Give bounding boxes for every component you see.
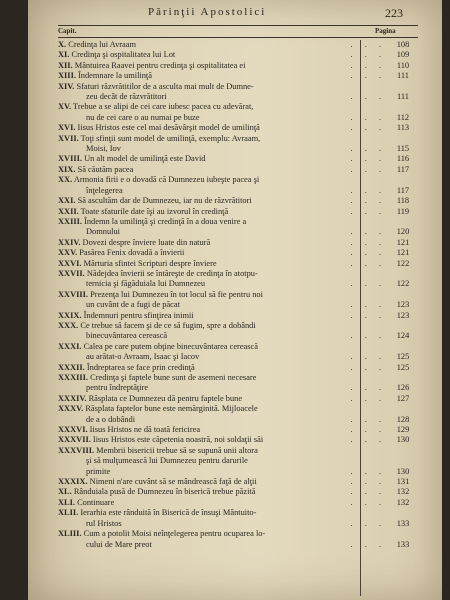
chapter-title: Ierarhia este rânduită în Biserică de însuşi Mântuito- [78, 508, 257, 518]
chapter-title-continuation: înţelegerea [86, 185, 123, 195]
toc-entry-title [58, 342, 422, 352]
toc-entry-title [58, 217, 422, 227]
chapter-number: XIV. [58, 81, 75, 91]
toc-page-number: 108 [396, 40, 410, 49]
toc-entry-title [58, 508, 422, 518]
toc-entry [58, 529, 422, 550]
chapter-title: Cum a potolit Moisi neînţelegerea pentru ocuparea lo- [81, 529, 266, 539]
chapter-title: Îndemnuri pentru sfinţirea inimii [81, 310, 194, 320]
chapter-title: Armonia firii e o dovadă că Dumnezeu iubeşte pacea şi [72, 175, 260, 185]
chapter-title-continuation: cului de Mare preot [86, 539, 152, 549]
toc-entry-title [58, 290, 422, 300]
chapter-title: Membrii bisericii trebue să se supună unii altora [94, 445, 258, 455]
toc-entry-title [58, 134, 422, 144]
toc-page-number: 129 [396, 425, 410, 435]
toc-entry [58, 165, 422, 175]
toc-entry-title [58, 269, 422, 279]
toc-entry [58, 342, 422, 363]
chapter-title-continuation: au arătat-o Avraam, Isaac şi Iacov [86, 352, 200, 362]
toc-page-number: 131 [396, 477, 410, 487]
chapter-title: Mântuirea Raavei pentru credinţa şi ospitalitatea ei [72, 60, 246, 70]
chapter-number: XVII. [58, 133, 79, 143]
chapter-title: Toate sfaturile date îşi au izvorul în credinţă [78, 206, 229, 216]
dot-leader: . . . [350, 60, 386, 70]
toc-page-number: 117 [396, 164, 410, 174]
toc-entry-title [58, 404, 422, 414]
chapter-number: XI. [58, 50, 70, 60]
dot-leader: . . . [350, 196, 386, 206]
chapter-title: Dovezi despre înviere luate din natură [80, 237, 211, 247]
toc-page-number: 133 [396, 539, 410, 549]
toc-page-number: 117 [396, 185, 410, 195]
dot-leader: . . . [350, 123, 386, 133]
toc-entry [58, 311, 422, 321]
toc-entry [58, 238, 422, 248]
toc-entry [58, 425, 422, 435]
toc-page-number: 133 [396, 518, 410, 528]
chapter-title-continuation: şi să mulţumească lui Dumnezeu pentru darurile [86, 456, 248, 466]
toc-entry [58, 404, 422, 425]
toc-page-number: 132 [396, 487, 410, 497]
dot-leader: . . . [350, 206, 386, 216]
chapter-number: XV. [58, 102, 72, 112]
toc-entry [58, 259, 422, 269]
chapter-number: XL. [58, 487, 72, 497]
toc-entry-title [58, 373, 422, 383]
chapter-number: XXXVI. [58, 425, 88, 435]
toc-entry [58, 123, 422, 133]
chapter-number: XLII. [58, 508, 79, 518]
chapter-title: Pasărea Fenix dovadă a învierii [77, 248, 185, 258]
toc-page-number: 123 [396, 300, 410, 310]
toc-entry [58, 61, 422, 71]
toc-page-number: 128 [396, 414, 410, 424]
dot-leader: . . . [350, 518, 386, 528]
toc-entry [58, 394, 422, 404]
toc-entry [58, 50, 422, 60]
toc-page-number: 110 [396, 60, 410, 70]
chapter-number: XXIII. [58, 216, 82, 226]
chapter-title: Credinţa lui Avraam [66, 40, 137, 49]
dot-leader: . . . [350, 185, 386, 195]
chapter-title-continuation: rul Hristos [86, 518, 122, 528]
toc-page-number: 123 [396, 310, 410, 320]
toc-entry [58, 71, 422, 81]
chapter-title-continuation: binecuvântarea cerească [86, 331, 168, 341]
dot-leader: . . . [350, 71, 386, 81]
toc-page-number: 116 [396, 154, 410, 164]
chapter-title-continuation: Moisi, Iov [86, 144, 121, 154]
chapter-title: Ce trebue să facem şi de ce să fugim, spre a dobândi [78, 320, 256, 330]
dot-leader: . . . [350, 92, 386, 102]
chapter-number: XXXV. [58, 404, 84, 414]
chapter-title-continuation: ternicia şi făgăduiala lui Dumnezeu [86, 279, 206, 289]
chapter-title: Răsplata ce Dumnezeu dă pentru faptele bune [86, 393, 243, 403]
chapter-title: Rânduiala pusă de Dumnezeu în biserică trebue păzită [71, 487, 256, 497]
chapter-number: XXII. [58, 206, 79, 216]
chapter-title-continuation: Domnului [86, 227, 120, 237]
chapter-title: Un alt model de umilinţă este David [81, 154, 206, 164]
dot-leader: . . . [350, 497, 386, 507]
dot-leader: . . . [350, 40, 386, 49]
chapter-title-continuation: nu de cei care o au numai pe buze [86, 112, 200, 122]
chapter-number: XXV. [58, 248, 78, 258]
toc-entry [58, 40, 422, 50]
dot-leader: . . . [350, 50, 386, 60]
chapter-title-continuation: primite [86, 466, 111, 476]
toc-entry-title [58, 446, 422, 456]
chapter-number: XX. [58, 175, 73, 185]
chapter-number: XXXVII. [58, 435, 91, 445]
toc-entry [58, 290, 422, 311]
dot-leader: . . . [350, 487, 386, 497]
toc-page-number: 127 [396, 393, 410, 403]
chapter-number: XXI. [58, 196, 76, 206]
chapter-title: Răsplata faptelor bune este nemărginită. Mijloacele [83, 404, 258, 414]
column-header-chapter: Capit. [58, 27, 77, 35]
toc-page-number: 118 [396, 196, 410, 206]
chapter-number: XIX. [58, 164, 76, 174]
chapter-title: Iisus Hristos ne dă toată fericirea [87, 425, 201, 435]
toc-entry [58, 269, 422, 290]
toc-page-number: 121 [396, 237, 410, 247]
toc-entry [58, 508, 422, 529]
chapter-title: Credinţa şi faptele bune sunt de asemeni necesare [88, 373, 257, 382]
dot-leader: . . . [350, 383, 386, 393]
header-rule [58, 25, 418, 26]
dot-leader: . . . [350, 112, 386, 122]
dot-leader: . . . [350, 227, 386, 237]
chapter-number: XVIII. [58, 154, 82, 164]
dot-leader: . . . [350, 435, 386, 445]
toc-entry [58, 363, 422, 373]
toc-page-number: 112 [396, 112, 410, 122]
chapter-number: XXXII. [58, 362, 85, 372]
chapter-number: XXXIII. [58, 373, 89, 382]
toc-page-number: 113 [396, 123, 410, 133]
chapter-number: XXX. [58, 320, 79, 330]
toc-page-number: 125 [396, 352, 410, 362]
dot-leader: . . . [350, 258, 386, 268]
chapter-title-continuation: pentru îndreptăţire [86, 383, 149, 393]
toc-entry-title [58, 175, 422, 185]
chapter-title: Credinţa şi ospitalitatea lui Lot [69, 50, 176, 60]
dot-leader: . . . [350, 300, 386, 310]
chapter-number: XXXI. [58, 341, 82, 351]
dot-leader: . . . [350, 352, 386, 362]
chapter-title: Nădejdea învierii se întăreşte de credinţa în atotpu- [84, 268, 258, 278]
chapter-title: Nimeni n'are cuvânt să se mândrească faţă de alţii [87, 477, 257, 487]
dot-leader: . . . [350, 477, 386, 487]
chapter-title: Trebue a se alipi de cei care iubesc pacea cu adevărat, [71, 102, 254, 112]
toc-page-number: 119 [396, 206, 410, 216]
toc-page-number: 122 [396, 279, 410, 289]
chapter-title: Calea pe care putem obţine binecuvântarea cerească [81, 341, 258, 351]
toc-entry [58, 487, 422, 497]
chapter-number: XII. [58, 60, 73, 70]
toc-page-number: 122 [396, 258, 410, 268]
toc-entry [58, 373, 422, 394]
toc-entry-title [58, 529, 422, 539]
chapter-title-continuation: zeu decât de răzvrătitori [86, 92, 167, 102]
toc-entry-title [58, 102, 422, 112]
chapter-number: XIII. [58, 71, 76, 81]
chapter-title: Îndreptarea se face prin credinţă [84, 362, 195, 372]
chapter-number: X. [58, 40, 67, 49]
dot-leader: . . . [350, 237, 386, 247]
toc-entry [58, 196, 422, 206]
chapter-title: Continuare [75, 497, 115, 507]
chapter-title: Să ascultăm dar de Dumnezeu, iar nu de răzvrătitori [75, 196, 252, 206]
chapter-title: Iisus Hristos este căpetenia noastră, noi soldaţii săi [90, 435, 264, 445]
toc-page-number: 120 [396, 227, 410, 237]
toc-page-number: 130 [396, 466, 410, 476]
toc-page-number: 121 [396, 248, 410, 258]
running-header [28, 6, 442, 24]
toc-entry [58, 498, 422, 508]
toc-entry [58, 477, 422, 487]
dot-leader: . . . [350, 331, 386, 341]
table-of-contents [58, 40, 422, 550]
toc-page-number: 126 [396, 383, 410, 393]
toc-page-number: 130 [396, 435, 410, 445]
dot-leader: . . . [350, 362, 386, 372]
dot-leader: . . . [350, 164, 386, 174]
toc-entry [58, 321, 422, 342]
chapter-number: XLI. [58, 497, 75, 507]
chapter-number: XXXIV. [58, 393, 87, 403]
chapter-title: Mărturia sfintei Scripturi despre înviere [81, 258, 217, 268]
dot-leader: . . . [350, 539, 386, 549]
toc-entry [58, 102, 422, 123]
running-header-title: Părinţii Apostolici [148, 6, 267, 18]
toc-page-number: 115 [396, 144, 410, 154]
chapter-title: Sfaturi răzvrătitilor de a asculta mai mult de Dumne- [74, 81, 254, 91]
book-page [28, 0, 442, 600]
toc-entry-title [58, 82, 422, 92]
chapter-title-continuation: un cuvânt de a fugi de păcat [86, 300, 180, 310]
toc-entry [58, 134, 422, 155]
chapter-number: XXVII. [58, 268, 85, 278]
page-number: 223 [385, 6, 403, 20]
dot-leader: . . . [350, 144, 386, 154]
chapter-number: XXIX. [58, 310, 82, 320]
chapter-title: Să căutăm pacea [75, 164, 134, 174]
column-header-page: Pagina [375, 27, 396, 35]
chapter-number: XXXIX. [58, 477, 88, 487]
column-header-rule [58, 37, 418, 38]
chapter-title: Toţi sfinţii sunt model de umilinţă, exemplu: Avraam, [78, 133, 261, 143]
toc-entry [58, 82, 422, 103]
dot-leader: . . . [350, 310, 386, 320]
chapter-title-continuation: de a o dobândi [86, 414, 136, 424]
chapter-number: XLIII. [58, 529, 82, 539]
toc-page-number: 125 [396, 362, 410, 372]
dot-leader: . . . [350, 414, 386, 424]
chapter-number: XXVI. [58, 258, 82, 268]
toc-entry [58, 248, 422, 258]
toc-page-number: 124 [396, 331, 410, 341]
dot-leader: . . . [350, 279, 386, 289]
toc-page-number: 132 [396, 497, 410, 507]
toc-entry [58, 175, 422, 196]
dot-leader: . . . [350, 466, 386, 476]
toc-entry [58, 207, 422, 217]
chapter-title: Prezenţa lui Dumnezeu în tot locul să fie pentru noi [88, 289, 263, 299]
toc-entry [58, 154, 422, 164]
toc-entry [58, 446, 422, 477]
chapter-number: XXVIII. [58, 289, 89, 299]
dot-leader: . . . [350, 248, 386, 258]
chapter-title: Iisus Hristos este cel mai desăvârşit model de umilinţă [75, 123, 260, 133]
toc-entry-title [58, 321, 422, 331]
toc-entry [58, 435, 422, 445]
toc-entry [58, 217, 422, 238]
chapter-number: XVI. [58, 123, 76, 133]
toc-page-number: 109 [396, 50, 410, 60]
dot-leader: . . . [350, 393, 386, 403]
chapter-number: XXXVIII. [58, 445, 95, 455]
dot-leader: . . . [350, 154, 386, 164]
chapter-number: XXIV. [58, 237, 81, 247]
toc-page-number: 111 [397, 71, 409, 81]
toc-page-number: 111 [397, 92, 409, 102]
dot-leader: . . . [350, 425, 386, 435]
chapter-title: Îndemn la umilinţă şi credinţă în a doua venire a [81, 216, 247, 226]
chapter-title: Îndemnare la umilinţă [75, 71, 152, 81]
